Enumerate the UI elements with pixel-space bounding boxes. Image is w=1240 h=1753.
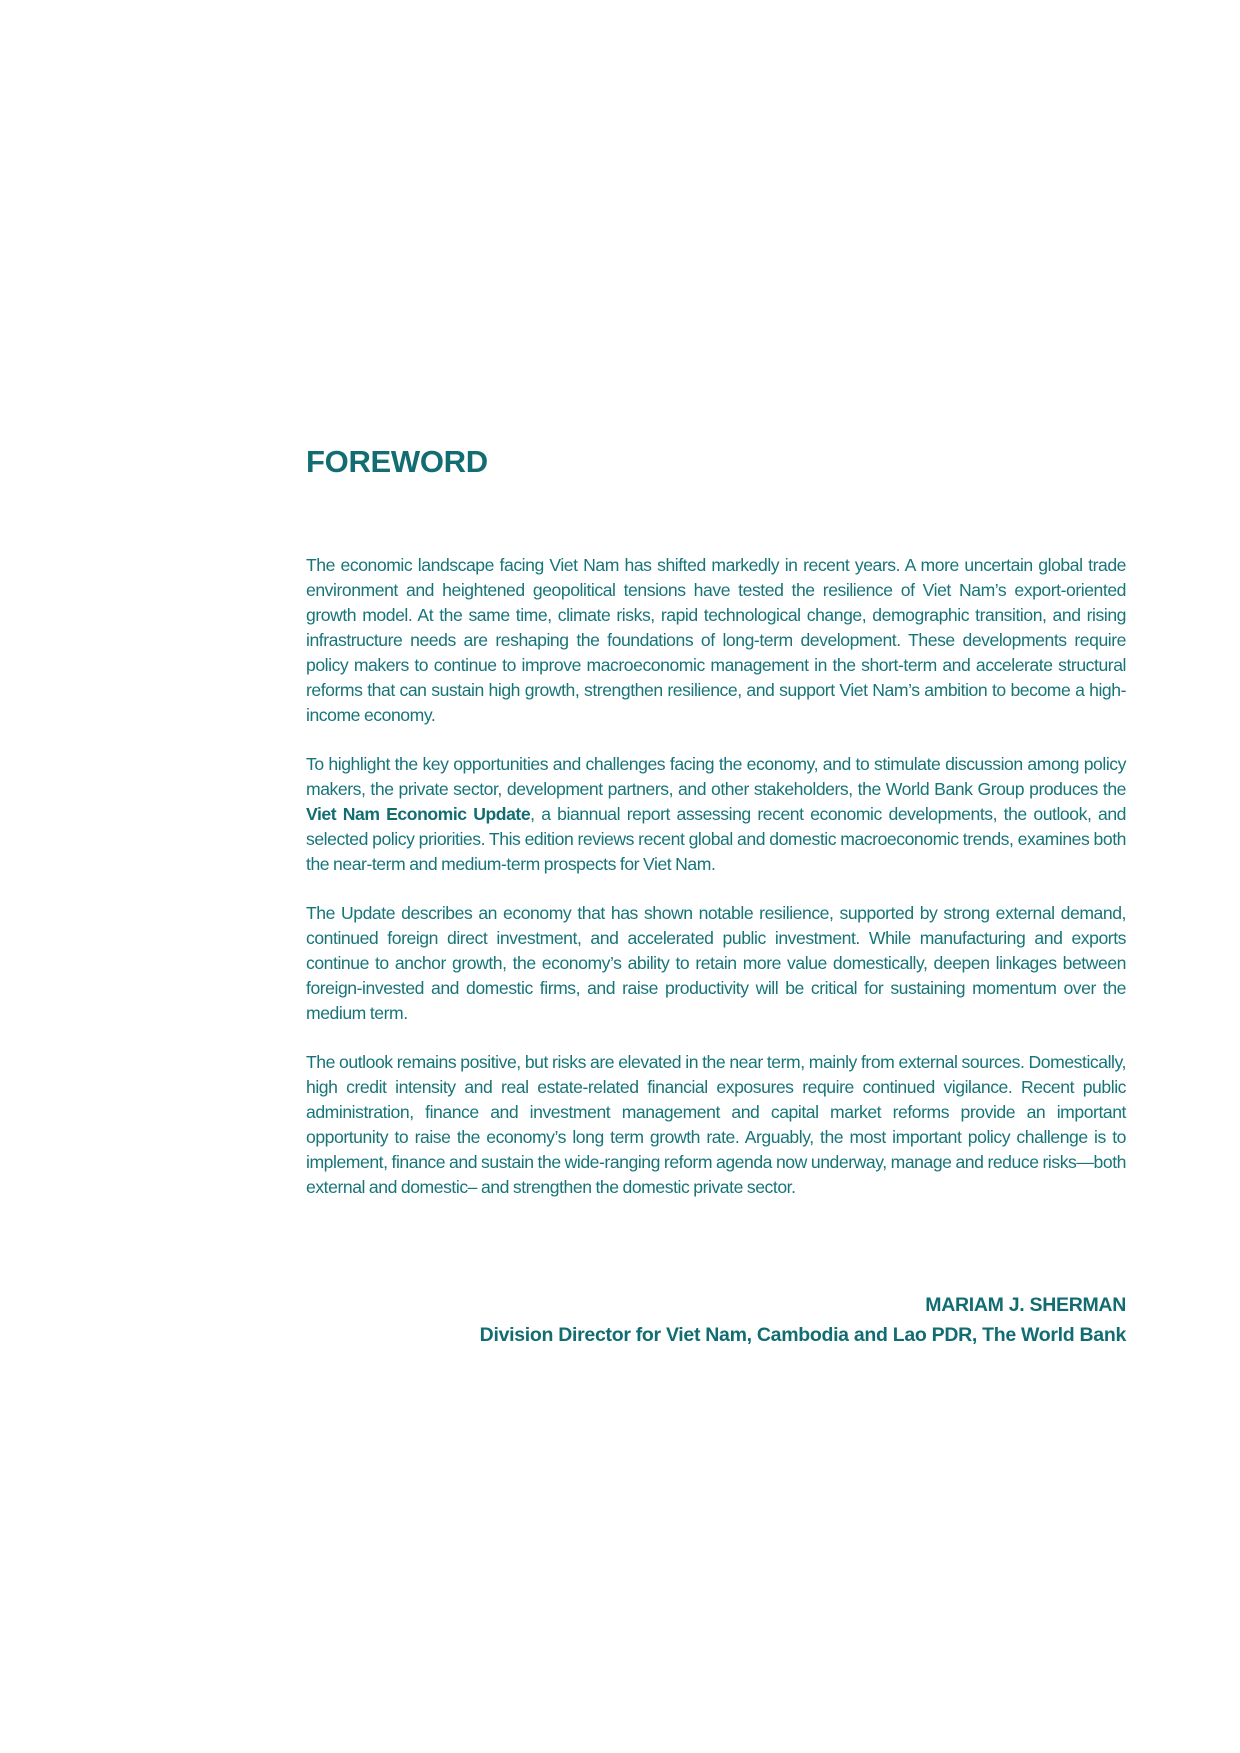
paragraph-3: The Update describes an economy that has shown notable resilience, supported by strong external demand, continued foreign direct investment, and accelerated public investment. While manufacturing and exports continue to anchor growth, the economy’s ability to retain more value domestically, deepen linkages between foreign-invested and domestic firms, and raise productivity will be critical for sustaining momentum over the medium term. [306, 903, 1126, 1023]
foreword-body [306, 553, 1126, 1224]
paragraph-1: The economic landscape facing Viet Nam has shifted markedly in recent years. A more uncertain global trade environment and heightened geopolitical tensions have tested the resilience of Viet Nam’s export-oriented growth model. At the same time, climate risks, rapid technological change, demographic transition, and rising infrastructure needs are reshaping the foundations of long-term development. These developments require policy makers to continue to improve macroeconomic management in the short-term and accelerate structural reforms that can sustain high growth, strengthen resilience, and support Viet Nam’s ambition to become a high-income economy. [306, 555, 1126, 725]
foreword-page [306, 0, 1126, 1753]
signatory-name: MARIAM J. SHERMAN [925, 1294, 1126, 1316]
signature-block [306, 1290, 1126, 1350]
paragraph-2 [306, 752, 1126, 877]
paragraph-2-text-before: To highlight the key opportunities and challenges facing the economy, and to stimulate discussion among policy makers, the private sector, development partners, and other stakeholders, the World Bank Group produces the [306, 754, 1126, 799]
page-title: FOREWORD [306, 444, 488, 479]
paragraph-2-text-after: , a biannual report assessing recent economic developments, the outlook, and selected policy priorities. This edition reviews recent global and domestic macroeconomic trends, examines both the near-term and medium-term prospects for Viet Nam. [306, 804, 1126, 874]
paragraph-4: The outlook remains positive, but risks are elevated in the near term, mainly from external sources. Domestically, high credit intensity and real estate-related financial exposures require continued vigilance. Recent public administration, finance and investment management and capital market reforms provide an important opportunity to raise the economy’s long term growth rate. Arguably, the most important policy challenge is to implement, finance and sustain the wide-ranging reform agenda now underway, manage and reduce risks—both external and domestic– and strengthen the domestic private sector. [306, 1052, 1126, 1197]
report-title-bold: Viet Nam Economic Update [306, 804, 531, 824]
signatory-role: Division Director for Viet Nam, Cambodia and Lao PDR, The World Bank [479, 1324, 1126, 1346]
